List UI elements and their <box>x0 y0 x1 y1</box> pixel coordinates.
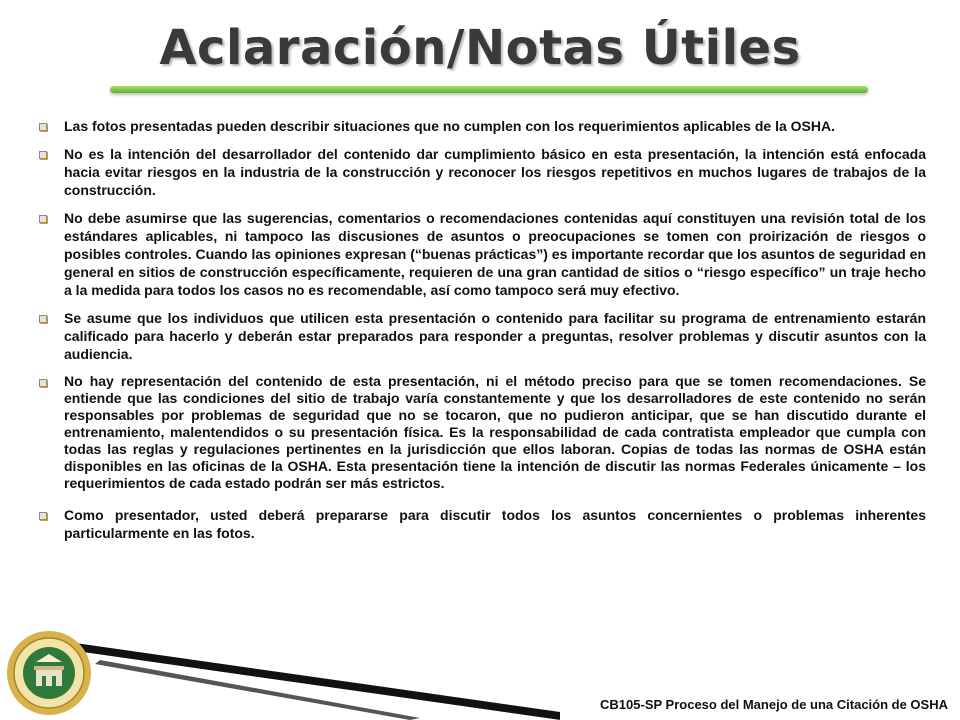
square-bullet-icon <box>34 209 64 227</box>
institution-seal-logo <box>6 630 92 716</box>
bullet-text: Se asume que los individuos que utilicen esta presentación o contenido para facilitar su programa de entrenamiento estarán calificado para hacerlo y deberán estar preparados para responder a preguntas, resolver problemas y discutir asuntos con la audiencia. <box>64 310 926 362</box>
square-bullet-icon <box>34 145 64 163</box>
square-bullet-icon <box>34 117 64 135</box>
list-item <box>34 309 926 363</box>
footer-course-title: CB105-SP Proceso del Manejo de una Citación de OSHA <box>600 697 948 712</box>
list-item <box>34 373 926 492</box>
list-item <box>34 145 926 199</box>
title-underline <box>110 86 868 93</box>
square-bullet-icon <box>34 506 64 524</box>
list-item <box>34 506 926 542</box>
list-item <box>34 117 926 135</box>
bullet-text: No debe asumirse que las sugerencias, comentarios o recomendaciones contenidas aquí constituyen una revisión total de los estándares aplicables, ni tampoco las discusiones de asuntos o preocupaciones se tomen con proirización de riesgos o posibles controles. Cuando las opiniones expresan (“buenas prácticas”) es importante recordar que los asuntos de seguridad en general en sitios de construcción específicamente, requieren de una gran cantidad de sitios o “riesgo específico” un traje hecho a la medida para todos los casos no es recomendable, así como tampoco será muy efectivo. <box>64 210 926 298</box>
bullet-list <box>34 117 926 552</box>
bullet-text: No hay representación del contenido de esta presentación, ni el método preciso para que se tomen recomendaciones. Se entiende que las condiciones del sitio de trabajo varía constantemente y que los desarrolladores de este contenido no serán responsables por problemas de seguridad que no se tocaron, que no pudieron anticipar, que se han discutido durante el entrenamiento, malentendidos o su presentación física. Es la responsabilidad de cada contratista empleador que cumpla con todas las reglas y regulaciones pertinentes en la jurisdicción que ellos laboran. Copias de todas las normas de OSHA están disponibles en las oficinas de la OSHA. Esta presentación tiene la intención de discutir las normas Federales únicamente – los requerimientos de cada estado podrán ser más estrictos. <box>64 373 926 491</box>
list-item <box>34 209 926 299</box>
square-bullet-icon <box>34 309 64 327</box>
bullet-text: Como presentador, usted deberá prepararse para discutir todos los asuntos concernientes o problemas inherentes particularmente en las fotos. <box>64 507 926 541</box>
square-bullet-icon <box>34 373 64 391</box>
slide-title: Aclaración/Notas Útiles <box>159 20 801 76</box>
bullet-text: Las fotos presentadas pueden describir situaciones que no cumplen con los requerimientos aplicables de la OSHA. <box>64 118 835 134</box>
bullet-text: No es la intención del desarrollador del contenido dar cumplimiento básico en esta presentación, la intención está enfocada hacia evitar riesgos en la industria de la construcción y reconocer los riesgos repetitivos en muchos lugares de trabajos de la construcción. <box>64 146 926 198</box>
